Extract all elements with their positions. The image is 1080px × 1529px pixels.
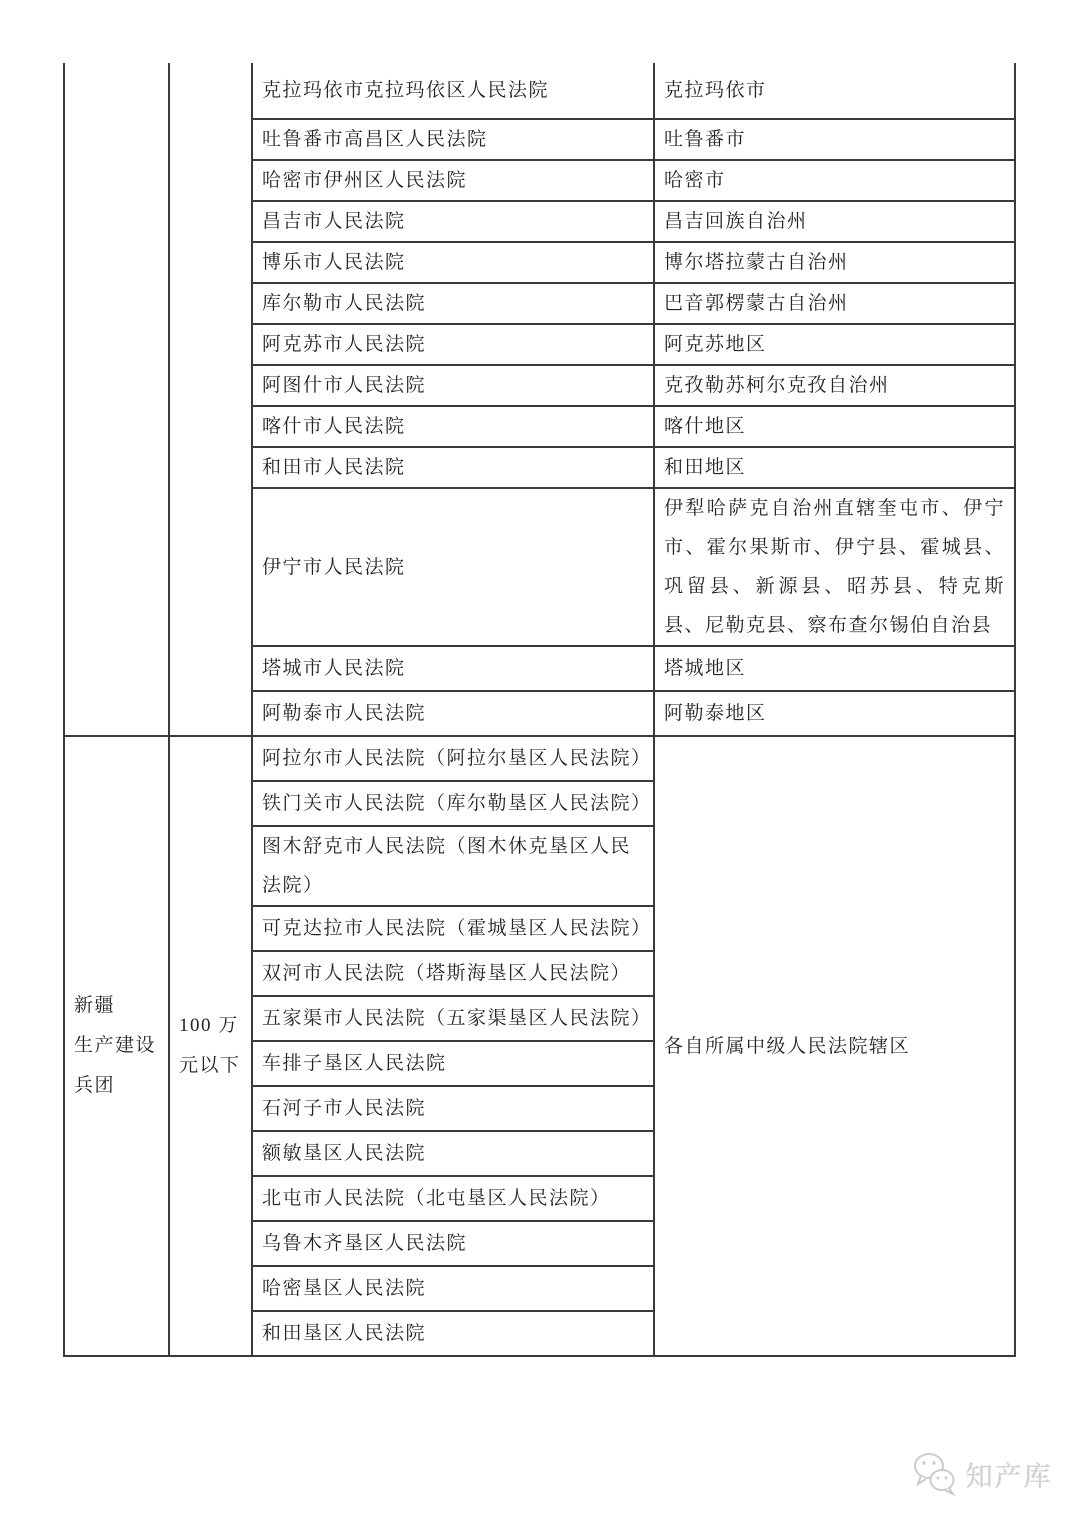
court-cell: 库尔勒市人民法院 <box>252 283 654 324</box>
table-row <box>64 63 1015 119</box>
court-cell: 昌吉市人民法院 <box>252 201 654 242</box>
watermark <box>912 1452 1053 1496</box>
jurisdiction-cell-merged: 各自所属中级人民法院辖区 <box>654 736 1015 1356</box>
jurisdiction-cell: 阿克苏地区 <box>654 324 1015 365</box>
amount-cell-continued <box>169 63 252 736</box>
region-line: 新疆 <box>74 995 116 1016</box>
region-cell-continued <box>64 63 169 736</box>
jurisdiction-cell: 伊犁哈萨克自治州直辖奎屯市、伊宁市、霍尔果斯市、伊宁县、霍城县、巩留县、新源县、昭苏县、特克斯县、尼勒克县、察布查尔锡伯自治县 <box>654 488 1015 646</box>
jurisdiction-cell: 巴音郭楞蒙古自治州 <box>654 283 1015 324</box>
court-cell: 哈密市伊州区人民法院 <box>252 160 654 201</box>
court-cell: 铁门关市人民法院（库尔勒垦区人民法院） <box>252 781 654 826</box>
jurisdiction-cell: 喀什地区 <box>654 406 1015 447</box>
court-cell: 和田市人民法院 <box>252 447 654 488</box>
court-cell: 石河子市人民法院 <box>252 1086 654 1131</box>
court-cell: 伊宁市人民法院 <box>252 488 654 646</box>
amount-cell <box>169 736 252 1356</box>
jurisdiction-cell: 塔城地区 <box>654 646 1015 691</box>
court-cell: 喀什市人民法院 <box>252 406 654 447</box>
court-jurisdiction-table <box>63 63 1016 1357</box>
court-cell: 吐鲁番市高昌区人民法院 <box>252 119 654 160</box>
court-cell: 博乐市人民法院 <box>252 242 654 283</box>
court-cell: 双河市人民法院（塔斯海垦区人民法院） <box>252 951 654 996</box>
jurisdiction-cell: 克拉玛依市 <box>654 63 1015 119</box>
jurisdiction-cell: 克孜勒苏柯尔克孜自治州 <box>654 365 1015 406</box>
court-cell: 和田垦区人民法院 <box>252 1311 654 1356</box>
court-cell: 塔城市人民法院 <box>252 646 654 691</box>
jurisdiction-cell: 和田地区 <box>654 447 1015 488</box>
jurisdiction-cell: 吐鲁番市 <box>654 119 1015 160</box>
court-cell: 图木舒克市人民法院（图木休克垦区人民法院） <box>252 826 654 906</box>
court-cell: 阿勒泰市人民法院 <box>252 691 654 736</box>
jurisdiction-cell: 哈密市 <box>654 160 1015 201</box>
region-line: 兵团 <box>74 1075 116 1096</box>
amount-line: 元以下 <box>179 1055 241 1076</box>
jurisdiction-cell: 阿勒泰地区 <box>654 691 1015 736</box>
region-line: 生产建设 <box>74 1035 157 1056</box>
watermark-label: 知产库 <box>966 1461 1053 1492</box>
court-cell: 阿图什市人民法院 <box>252 365 654 406</box>
court-cell: 可克达拉市人民法院（霍城垦区人民法院） <box>252 906 654 951</box>
court-cell: 克拉玛依市克拉玛依区人民法院 <box>252 63 654 119</box>
court-cell: 乌鲁木齐垦区人民法院 <box>252 1221 654 1266</box>
amount-line: 100 万 <box>179 1015 239 1036</box>
court-cell: 车排子垦区人民法院 <box>252 1041 654 1086</box>
region-cell <box>64 736 169 1356</box>
court-cell: 阿拉尔市人民法院（阿拉尔垦区人民法院） <box>252 736 654 781</box>
court-cell: 五家渠市人民法院（五家渠垦区人民法院） <box>252 996 654 1041</box>
court-cell: 哈密垦区人民法院 <box>252 1266 654 1311</box>
court-cell: 北屯市人民法院（北屯垦区人民法院） <box>252 1176 654 1221</box>
table-row <box>64 736 1015 781</box>
court-cell: 额敏垦区人民法院 <box>252 1131 654 1176</box>
wechat-icon <box>912 1452 958 1496</box>
jurisdiction-cell: 博尔塔拉蒙古自治州 <box>654 242 1015 283</box>
jurisdiction-cell: 昌吉回族自治州 <box>654 201 1015 242</box>
court-cell: 阿克苏市人民法院 <box>252 324 654 365</box>
